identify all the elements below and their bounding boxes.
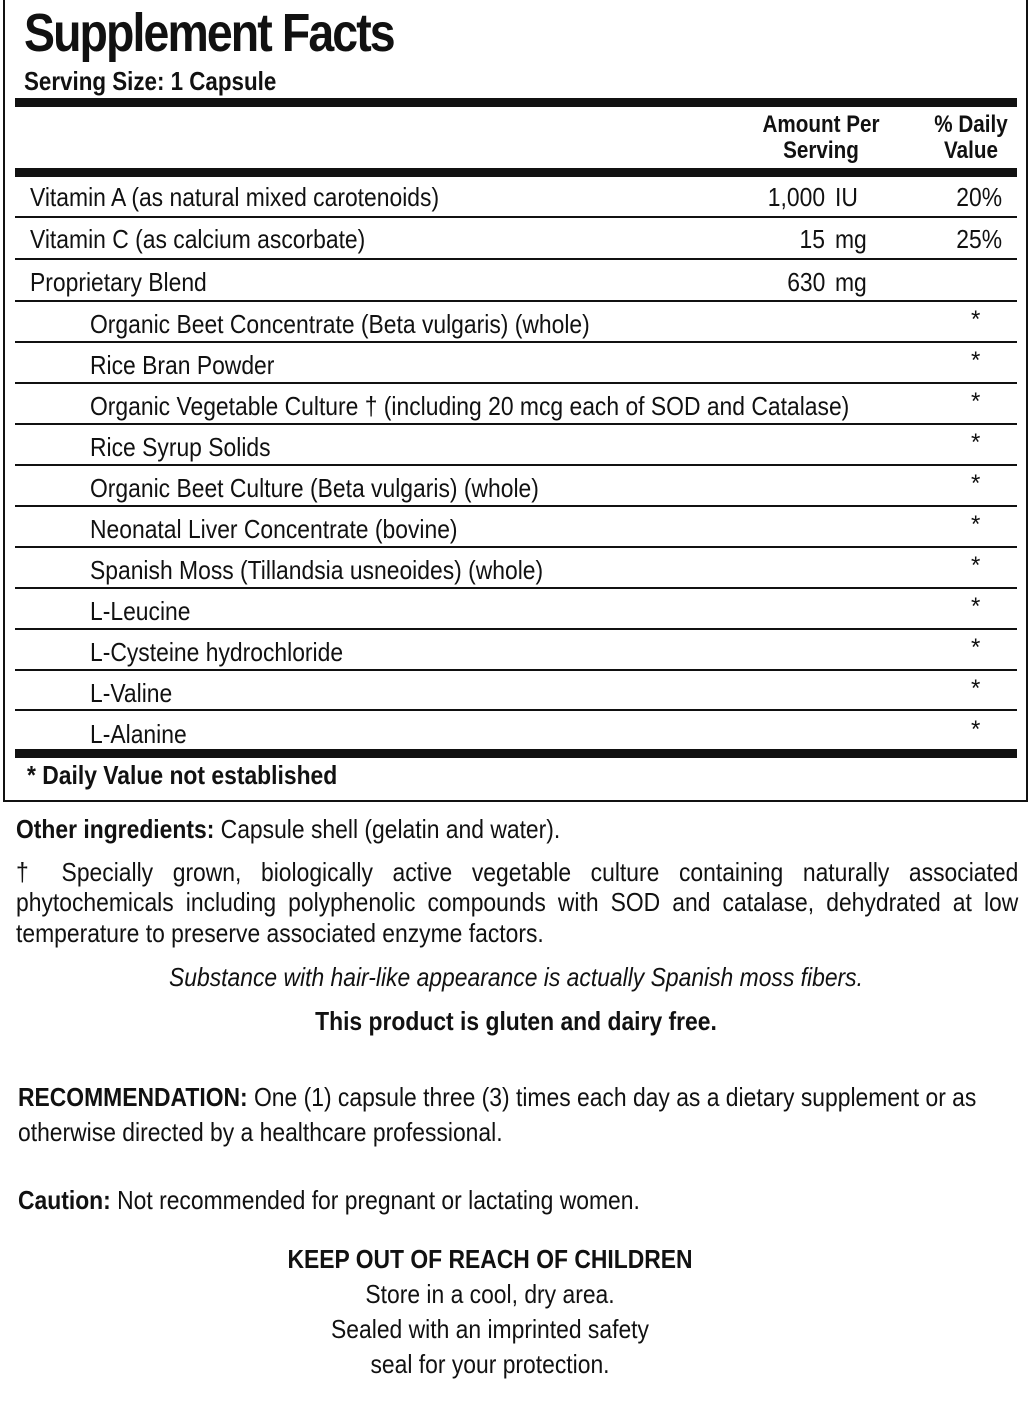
ingredient-name: Organic Beet Culture (Beta vulgaris) (whole) xyxy=(90,473,539,503)
nutrient-row xyxy=(5,260,1030,301)
blend-ingredient-row xyxy=(5,630,1030,671)
nutrient-unit: mg xyxy=(835,267,867,297)
ingredient-name: Spanish Moss (Tillandsia usneoides) (whole) xyxy=(90,555,544,585)
ingredient-daily-value: * xyxy=(971,593,981,620)
amount-per-serving-header: Amount Per Serving xyxy=(762,111,880,164)
nutrient-amount: 1,000 xyxy=(767,182,825,212)
caution-text: Not recommended for pregnant or lactating women. xyxy=(110,1185,640,1215)
gluten-dairy-free-note: This product is gluten and dairy free. xyxy=(315,1006,717,1036)
other-ingredients xyxy=(16,814,560,845)
ingredient-name: Organic Vegetable Culture † (including 20 mcg each of SOD and Catalase) xyxy=(90,391,850,421)
blend-ingredient-row xyxy=(5,712,1030,753)
ingredient-daily-value: * xyxy=(971,347,981,374)
ingredient-name: Rice Syrup Solids xyxy=(90,432,271,462)
nutrient-unit: IU xyxy=(835,182,858,212)
spanish-moss-note: Substance with hair-like appearance is actually Spanish moss fibers. xyxy=(169,962,863,992)
ingredient-daily-value: * xyxy=(971,429,981,456)
dagger-note-line: phytochemicals including polyphenolic compounds with SOD and catalase, dehydrated at low xyxy=(16,887,1019,917)
ingredient-name: L-Valine xyxy=(90,678,173,708)
ingredient-name: L-Alanine xyxy=(90,719,187,749)
ingredient-name: L-Leucine xyxy=(90,596,191,626)
daily-value-footnote: * Daily Value not established xyxy=(27,760,338,790)
dagger-note-line: temperature to preserve associated enzyme factors. xyxy=(16,918,544,948)
blend-ingredient-row xyxy=(5,589,1030,630)
ingredient-name: Rice Bran Powder xyxy=(90,350,275,380)
nutrient-row xyxy=(5,217,1030,258)
panel-title: Supplement Facts xyxy=(24,3,394,63)
blend-ingredient-row xyxy=(5,384,1030,425)
ingredient-daily-value: * xyxy=(971,716,981,743)
blend-ingredient-row xyxy=(5,548,1030,589)
recommendation-line: otherwise directed by a healthcare professional. xyxy=(18,1117,503,1147)
blend-ingredient-row xyxy=(5,671,1030,712)
ingredient-name: Organic Beet Concentrate (Beta vulgaris) (whole) xyxy=(90,309,590,339)
nutrient-daily-value: 20% xyxy=(956,182,1002,212)
nutrient-name: Vitamin A (as natural mixed carotenoids) xyxy=(30,182,440,212)
ingredient-daily-value: * xyxy=(971,675,981,702)
other-ingredients-text: Capsule shell (gelatin and water). xyxy=(214,814,561,844)
blend-ingredient-row xyxy=(5,425,1030,466)
supplement-facts-panel xyxy=(3,0,1028,802)
daily-value-header: % Daily Value xyxy=(934,111,1008,164)
other-ingredients-label: Other ingredients: xyxy=(16,814,215,844)
serving-size: Serving Size: 1 Capsule xyxy=(24,66,277,96)
nutrient-name: Proprietary Blend xyxy=(30,267,207,297)
caution-label: Caution: xyxy=(18,1185,111,1215)
recommendation-text: One (1) capsule three (3) times each day as a dietary supplement or as xyxy=(247,1082,977,1112)
nutrient-unit: mg xyxy=(835,224,867,254)
storage-line: Sealed with an imprinted safety xyxy=(331,1314,649,1344)
blend-ingredient-row xyxy=(5,507,1030,548)
nutrient-name: Vitamin C (as calcium ascorbate) xyxy=(30,224,366,254)
nutrient-amount: 15 xyxy=(799,224,825,254)
caution xyxy=(18,1185,640,1216)
ingredient-daily-value: * xyxy=(971,634,981,661)
storage-line: Store in a cool, dry area. xyxy=(365,1279,615,1309)
blend-ingredient-row xyxy=(5,343,1030,384)
ingredient-daily-value: * xyxy=(971,552,981,579)
blend-ingredient-row xyxy=(5,302,1030,343)
row-divider xyxy=(15,709,1017,711)
divider-thick xyxy=(15,98,1017,107)
ingredient-name: Neonatal Liver Concentrate (bovine) xyxy=(90,514,458,544)
divider-thick xyxy=(15,749,1017,758)
nutrient-daily-value: 25% xyxy=(956,224,1002,254)
nutrient-row xyxy=(5,175,1030,216)
nutrient-amount: 630 xyxy=(786,267,825,297)
ingredient-daily-value: * xyxy=(971,388,981,415)
storage-line: seal for your protection. xyxy=(370,1349,610,1379)
ingredient-daily-value: * xyxy=(971,511,981,538)
ingredient-daily-value: * xyxy=(971,470,981,497)
keep-out-of-reach-heading: KEEP OUT OF REACH OF CHILDREN xyxy=(287,1244,693,1274)
recommendation xyxy=(18,1082,976,1113)
ingredient-daily-value: * xyxy=(971,306,981,333)
dagger-note-line: † Specially grown, biologically active vegetable culture containing naturally associated xyxy=(16,857,1019,887)
blend-ingredient-row xyxy=(5,466,1030,507)
ingredient-name: L-Cysteine hydrochloride xyxy=(90,637,344,667)
recommendation-label: RECOMMENDATION: xyxy=(18,1082,248,1112)
